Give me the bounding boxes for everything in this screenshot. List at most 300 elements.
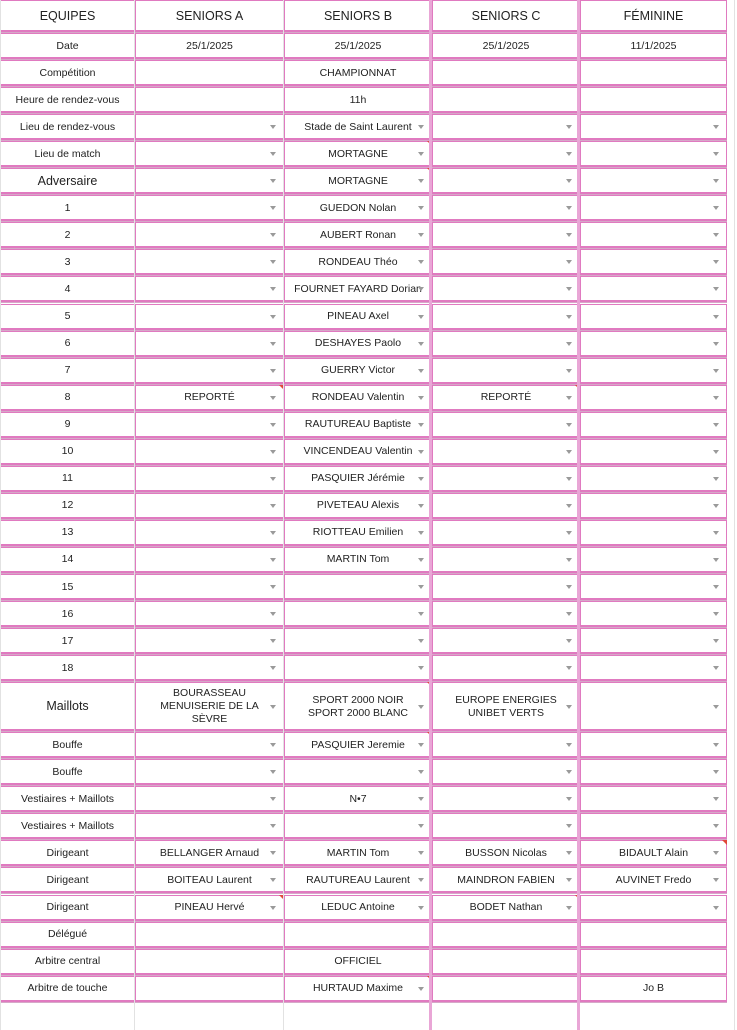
- dropdown-arrow-icon[interactable]: [713, 396, 719, 400]
- table-cell[interactable]: [135, 840, 284, 867]
- table-cell[interactable]: [135, 922, 284, 949]
- table-cell[interactable]: [432, 574, 580, 601]
- dropdown-arrow-icon[interactable]: [566, 878, 572, 882]
- table-cell[interactable]: [432, 976, 580, 1003]
- dropdown-arrow-icon[interactable]: [418, 206, 424, 210]
- row-label[interactable]: [0, 141, 135, 168]
- row-label[interactable]: [0, 682, 135, 732]
- table-cell[interactable]: [284, 466, 432, 493]
- table-cell[interactable]: [135, 60, 284, 87]
- header-team-2[interactable]: [284, 0, 432, 33]
- dropdown-arrow-icon[interactable]: [270, 906, 276, 910]
- table-cell[interactable]: [135, 114, 284, 141]
- dropdown-arrow-icon[interactable]: [713, 152, 719, 156]
- table-cell[interactable]: [432, 601, 580, 628]
- table-cell[interactable]: [432, 412, 580, 439]
- dropdown-arrow-icon[interactable]: [713, 342, 719, 346]
- table-cell[interactable]: [284, 867, 432, 894]
- dropdown-arrow-icon[interactable]: [566, 125, 572, 129]
- dropdown-arrow-icon[interactable]: [566, 797, 572, 801]
- dropdown-arrow-icon[interactable]: [270, 260, 276, 264]
- dropdown-arrow-icon[interactable]: [418, 531, 424, 535]
- table-cell[interactable]: [135, 867, 284, 894]
- dropdown-arrow-icon[interactable]: [418, 666, 424, 670]
- dropdown-arrow-icon[interactable]: [418, 585, 424, 589]
- table-cell[interactable]: [284, 655, 432, 682]
- dropdown-arrow-icon[interactable]: [418, 906, 424, 910]
- table-cell[interactable]: [580, 840, 727, 867]
- dropdown-arrow-icon[interactable]: [270, 423, 276, 427]
- dropdown-arrow-icon[interactable]: [270, 396, 276, 400]
- dropdown-arrow-icon[interactable]: [418, 396, 424, 400]
- table-cell[interactable]: [580, 601, 727, 628]
- dropdown-arrow-icon[interactable]: [713, 450, 719, 454]
- dropdown-arrow-icon[interactable]: [418, 770, 424, 774]
- dropdown-arrow-icon[interactable]: [566, 504, 572, 508]
- dropdown-arrow-icon[interactable]: [713, 612, 719, 616]
- dropdown-arrow-icon[interactable]: [713, 477, 719, 481]
- table-cell[interactable]: [580, 949, 727, 976]
- dropdown-arrow-icon[interactable]: [566, 369, 572, 373]
- dropdown-arrow-icon[interactable]: [270, 878, 276, 882]
- dropdown-arrow-icon[interactable]: [418, 369, 424, 373]
- table-cell[interactable]: [432, 195, 580, 222]
- table-cell[interactable]: [284, 412, 432, 439]
- dropdown-arrow-icon[interactable]: [566, 585, 572, 589]
- dropdown-arrow-icon[interactable]: [418, 851, 424, 855]
- table-cell[interactable]: [580, 493, 727, 520]
- table-cell[interactable]: [284, 87, 432, 114]
- table-cell[interactable]: [135, 601, 284, 628]
- dropdown-arrow-icon[interactable]: [270, 824, 276, 828]
- table-cell[interactable]: [135, 222, 284, 249]
- dropdown-arrow-icon[interactable]: [270, 369, 276, 373]
- row-label[interactable]: [0, 276, 135, 303]
- table-cell[interactable]: [432, 493, 580, 520]
- table-cell[interactable]: [135, 759, 284, 786]
- table-cell[interactable]: [284, 195, 432, 222]
- table-cell[interactable]: [432, 385, 580, 412]
- table-cell[interactable]: [284, 304, 432, 331]
- table-cell[interactable]: [432, 87, 580, 114]
- dropdown-arrow-icon[interactable]: [566, 450, 572, 454]
- table-cell[interactable]: [135, 276, 284, 303]
- table-cell[interactable]: [135, 33, 284, 60]
- row-label[interactable]: [0, 601, 135, 628]
- table-cell[interactable]: [580, 385, 727, 412]
- dropdown-arrow-icon[interactable]: [566, 287, 572, 291]
- dropdown-arrow-icon[interactable]: [566, 639, 572, 643]
- table-cell[interactable]: [135, 574, 284, 601]
- dropdown-arrow-icon[interactable]: [270, 152, 276, 156]
- table-cell[interactable]: [135, 493, 284, 520]
- row-label[interactable]: [0, 87, 135, 114]
- row-label[interactable]: [0, 976, 135, 1003]
- header-team-3[interactable]: [432, 0, 580, 33]
- dropdown-arrow-icon[interactable]: [270, 233, 276, 237]
- table-cell[interactable]: [580, 732, 727, 759]
- dropdown-arrow-icon[interactable]: [566, 906, 572, 910]
- table-cell[interactable]: [432, 628, 580, 655]
- row-label[interactable]: [0, 520, 135, 547]
- table-cell[interactable]: [580, 520, 727, 547]
- dropdown-arrow-icon[interactable]: [713, 260, 719, 264]
- table-cell[interactable]: [284, 813, 432, 840]
- row-label[interactable]: [0, 412, 135, 439]
- header-team-4[interactable]: [580, 0, 727, 33]
- dropdown-arrow-icon[interactable]: [713, 369, 719, 373]
- dropdown-arrow-icon[interactable]: [566, 206, 572, 210]
- table-cell[interactable]: [284, 439, 432, 466]
- table-cell[interactable]: [284, 249, 432, 276]
- row-label[interactable]: [0, 574, 135, 601]
- dropdown-arrow-icon[interactable]: [270, 531, 276, 535]
- row-label[interactable]: [0, 168, 135, 195]
- table-cell[interactable]: [580, 655, 727, 682]
- table-cell[interactable]: [135, 547, 284, 574]
- table-cell[interactable]: [580, 813, 727, 840]
- table-cell[interactable]: [580, 276, 727, 303]
- dropdown-arrow-icon[interactable]: [713, 287, 719, 291]
- table-cell[interactable]: [284, 682, 432, 732]
- dropdown-arrow-icon[interactable]: [418, 287, 424, 291]
- dropdown-arrow-icon[interactable]: [418, 477, 424, 481]
- dropdown-arrow-icon[interactable]: [713, 125, 719, 129]
- table-cell[interactable]: [284, 33, 432, 60]
- table-cell[interactable]: [135, 439, 284, 466]
- table-cell[interactable]: [284, 732, 432, 759]
- dropdown-arrow-icon[interactable]: [270, 206, 276, 210]
- row-label[interactable]: [0, 249, 135, 276]
- dropdown-arrow-icon[interactable]: [418, 743, 424, 747]
- table-cell[interactable]: [284, 385, 432, 412]
- dropdown-arrow-icon[interactable]: [566, 260, 572, 264]
- table-cell[interactable]: [284, 276, 432, 303]
- table-cell[interactable]: [432, 786, 580, 813]
- dropdown-arrow-icon[interactable]: [566, 477, 572, 481]
- row-label[interactable]: [0, 786, 135, 813]
- row-label[interactable]: [0, 466, 135, 493]
- table-cell[interactable]: [432, 867, 580, 894]
- table-cell[interactable]: [284, 949, 432, 976]
- dropdown-arrow-icon[interactable]: [566, 315, 572, 319]
- dropdown-arrow-icon[interactable]: [418, 878, 424, 882]
- dropdown-arrow-icon[interactable]: [713, 585, 719, 589]
- dropdown-arrow-icon[interactable]: [566, 851, 572, 855]
- dropdown-arrow-icon[interactable]: [418, 705, 424, 709]
- table-cell[interactable]: [432, 33, 580, 60]
- row-label[interactable]: [0, 33, 135, 60]
- table-cell[interactable]: [432, 114, 580, 141]
- table-cell[interactable]: [135, 141, 284, 168]
- row-label[interactable]: [0, 732, 135, 759]
- dropdown-arrow-icon[interactable]: [566, 743, 572, 747]
- table-cell[interactable]: [284, 358, 432, 385]
- dropdown-arrow-icon[interactable]: [713, 504, 719, 508]
- dropdown-arrow-icon[interactable]: [713, 423, 719, 427]
- table-cell[interactable]: [432, 759, 580, 786]
- table-cell[interactable]: [135, 682, 284, 732]
- table-cell[interactable]: [284, 895, 432, 922]
- row-label[interactable]: [0, 195, 135, 222]
- table-cell[interactable]: [432, 655, 580, 682]
- table-cell[interactable]: [135, 520, 284, 547]
- table-cell[interactable]: [135, 949, 284, 976]
- row-label[interactable]: [0, 60, 135, 87]
- dropdown-arrow-icon[interactable]: [713, 666, 719, 670]
- dropdown-arrow-icon[interactable]: [713, 179, 719, 183]
- table-cell[interactable]: [135, 168, 284, 195]
- table-cell[interactable]: [432, 331, 580, 358]
- table-cell[interactable]: [580, 682, 727, 732]
- dropdown-arrow-icon[interactable]: [418, 423, 424, 427]
- table-cell[interactable]: [580, 60, 727, 87]
- table-cell[interactable]: [135, 358, 284, 385]
- dropdown-arrow-icon[interactable]: [713, 743, 719, 747]
- table-cell[interactable]: [284, 168, 432, 195]
- dropdown-arrow-icon[interactable]: [270, 705, 276, 709]
- dropdown-arrow-icon[interactable]: [566, 824, 572, 828]
- dropdown-arrow-icon[interactable]: [418, 612, 424, 616]
- table-cell[interactable]: [432, 547, 580, 574]
- row-label[interactable]: [0, 385, 135, 412]
- dropdown-arrow-icon[interactable]: [270, 504, 276, 508]
- dropdown-arrow-icon[interactable]: [418, 797, 424, 801]
- dropdown-arrow-icon[interactable]: [713, 233, 719, 237]
- dropdown-arrow-icon[interactable]: [418, 504, 424, 508]
- table-cell[interactable]: [432, 813, 580, 840]
- table-cell[interactable]: [284, 222, 432, 249]
- dropdown-arrow-icon[interactable]: [270, 450, 276, 454]
- dropdown-arrow-icon[interactable]: [713, 639, 719, 643]
- dropdown-arrow-icon[interactable]: [713, 906, 719, 910]
- row-label[interactable]: [0, 331, 135, 358]
- table-cell[interactable]: [284, 628, 432, 655]
- header-team-1[interactable]: [135, 0, 284, 33]
- dropdown-arrow-icon[interactable]: [270, 612, 276, 616]
- dropdown-arrow-icon[interactable]: [566, 666, 572, 670]
- table-cell[interactable]: [135, 195, 284, 222]
- table-cell[interactable]: [135, 628, 284, 655]
- table-cell[interactable]: [284, 520, 432, 547]
- row-label[interactable]: [0, 222, 135, 249]
- table-cell[interactable]: [432, 304, 580, 331]
- table-cell[interactable]: [284, 141, 432, 168]
- table-cell[interactable]: [432, 439, 580, 466]
- table-cell[interactable]: [580, 574, 727, 601]
- table-cell[interactable]: [432, 276, 580, 303]
- dropdown-arrow-icon[interactable]: [418, 315, 424, 319]
- row-label[interactable]: [0, 493, 135, 520]
- table-cell[interactable]: [432, 168, 580, 195]
- row-label[interactable]: [0, 547, 135, 574]
- table-cell[interactable]: [580, 33, 727, 60]
- table-cell[interactable]: [135, 249, 284, 276]
- table-cell[interactable]: [135, 412, 284, 439]
- row-label[interactable]: [0, 655, 135, 682]
- table-cell[interactable]: [580, 867, 727, 894]
- dropdown-arrow-icon[interactable]: [566, 179, 572, 183]
- table-cell[interactable]: [135, 304, 284, 331]
- table-cell[interactable]: [432, 222, 580, 249]
- dropdown-arrow-icon[interactable]: [418, 260, 424, 264]
- dropdown-arrow-icon[interactable]: [418, 824, 424, 828]
- dropdown-arrow-icon[interactable]: [713, 558, 719, 562]
- dropdown-arrow-icon[interactable]: [566, 233, 572, 237]
- table-cell[interactable]: [284, 976, 432, 1003]
- table-cell[interactable]: [135, 895, 284, 922]
- table-cell[interactable]: [135, 813, 284, 840]
- dropdown-arrow-icon[interactable]: [270, 743, 276, 747]
- table-cell[interactable]: [580, 168, 727, 195]
- dropdown-arrow-icon[interactable]: [566, 342, 572, 346]
- dropdown-arrow-icon[interactable]: [270, 585, 276, 589]
- table-cell[interactable]: [580, 249, 727, 276]
- dropdown-arrow-icon[interactable]: [270, 287, 276, 291]
- table-cell[interactable]: [432, 249, 580, 276]
- table-cell[interactable]: [135, 786, 284, 813]
- dropdown-arrow-icon[interactable]: [270, 797, 276, 801]
- row-label[interactable]: [0, 949, 135, 976]
- table-cell[interactable]: [432, 141, 580, 168]
- dropdown-arrow-icon[interactable]: [418, 342, 424, 346]
- table-cell[interactable]: [580, 222, 727, 249]
- table-cell[interactable]: [580, 331, 727, 358]
- dropdown-arrow-icon[interactable]: [713, 797, 719, 801]
- table-cell[interactable]: [580, 786, 727, 813]
- table-cell[interactable]: [432, 922, 580, 949]
- dropdown-arrow-icon[interactable]: [270, 770, 276, 774]
- row-label[interactable]: [0, 759, 135, 786]
- table-cell[interactable]: [135, 331, 284, 358]
- header-equipes[interactable]: [0, 0, 135, 33]
- table-cell[interactable]: [135, 732, 284, 759]
- table-cell[interactable]: [580, 87, 727, 114]
- table-cell[interactable]: [580, 304, 727, 331]
- dropdown-arrow-icon[interactable]: [713, 705, 719, 709]
- table-cell[interactable]: [284, 601, 432, 628]
- dropdown-arrow-icon[interactable]: [270, 342, 276, 346]
- table-cell[interactable]: [580, 628, 727, 655]
- dropdown-arrow-icon[interactable]: [566, 705, 572, 709]
- dropdown-arrow-icon[interactable]: [270, 558, 276, 562]
- dropdown-arrow-icon[interactable]: [418, 233, 424, 237]
- table-cell[interactable]: [284, 759, 432, 786]
- dropdown-arrow-icon[interactable]: [418, 987, 424, 991]
- dropdown-arrow-icon[interactable]: [418, 152, 424, 156]
- dropdown-arrow-icon[interactable]: [270, 179, 276, 183]
- dropdown-arrow-icon[interactable]: [270, 851, 276, 855]
- table-cell[interactable]: [284, 547, 432, 574]
- table-cell[interactable]: [580, 895, 727, 922]
- dropdown-arrow-icon[interactable]: [270, 315, 276, 319]
- dropdown-arrow-icon[interactable]: [566, 612, 572, 616]
- table-cell[interactable]: [284, 493, 432, 520]
- table-cell[interactable]: [432, 895, 580, 922]
- dropdown-arrow-icon[interactable]: [713, 824, 719, 828]
- table-cell[interactable]: [580, 466, 727, 493]
- table-cell[interactable]: [432, 60, 580, 87]
- dropdown-arrow-icon[interactable]: [418, 125, 424, 129]
- table-cell[interactable]: [432, 732, 580, 759]
- table-cell[interactable]: [284, 331, 432, 358]
- dropdown-arrow-icon[interactable]: [418, 558, 424, 562]
- table-cell[interactable]: [432, 358, 580, 385]
- table-cell-value: PINEAU Hervé: [174, 901, 245, 914]
- row-label[interactable]: [0, 867, 135, 894]
- dropdown-arrow-icon[interactable]: [270, 639, 276, 643]
- row-label[interactable]: [0, 304, 135, 331]
- dropdown-arrow-icon[interactable]: [713, 315, 719, 319]
- dropdown-arrow-icon[interactable]: [566, 152, 572, 156]
- table-cell[interactable]: [580, 759, 727, 786]
- table-cell[interactable]: [580, 922, 727, 949]
- dropdown-arrow-icon[interactable]: [566, 531, 572, 535]
- table-cell[interactable]: [580, 547, 727, 574]
- dropdown-arrow-icon[interactable]: [713, 206, 719, 210]
- dropdown-arrow-icon[interactable]: [418, 179, 424, 183]
- dropdown-arrow-icon[interactable]: [418, 639, 424, 643]
- table-cell[interactable]: [432, 682, 580, 732]
- table-cell[interactable]: [284, 922, 432, 949]
- dropdown-arrow-icon[interactable]: [566, 423, 572, 427]
- table-cell[interactable]: [284, 60, 432, 87]
- table-cell[interactable]: [135, 466, 284, 493]
- comment-marker-icon[interactable]: [722, 840, 727, 845]
- row-label[interactable]: [0, 922, 135, 949]
- table-cell[interactable]: [580, 439, 727, 466]
- table-cell[interactable]: [432, 466, 580, 493]
- table-cell[interactable]: [432, 949, 580, 976]
- row-label[interactable]: [0, 895, 135, 922]
- table-cell[interactable]: [580, 141, 727, 168]
- table-cell[interactable]: [135, 976, 284, 1003]
- dropdown-arrow-icon[interactable]: [270, 666, 276, 670]
- table-cell[interactable]: [432, 520, 580, 547]
- dropdown-arrow-icon[interactable]: [418, 450, 424, 454]
- dropdown-arrow-icon[interactable]: [566, 770, 572, 774]
- table-cell[interactable]: [135, 655, 284, 682]
- table-cell[interactable]: [580, 976, 727, 1003]
- table-cell[interactable]: [580, 358, 727, 385]
- dropdown-arrow-icon[interactable]: [270, 477, 276, 481]
- table-cell[interactable]: [432, 840, 580, 867]
- row-label[interactable]: [0, 840, 135, 867]
- row-label[interactable]: [0, 439, 135, 466]
- table-cell[interactable]: [580, 412, 727, 439]
- dropdown-arrow-icon[interactable]: [713, 531, 719, 535]
- dropdown-arrow-icon[interactable]: [713, 770, 719, 774]
- row-label-value: Dirigeant: [46, 846, 89, 859]
- table-cell[interactable]: [284, 786, 432, 813]
- row-label[interactable]: [0, 628, 135, 655]
- table-cell[interactable]: [284, 840, 432, 867]
- dropdown-arrow-icon[interactable]: [270, 125, 276, 129]
- table-cell[interactable]: [135, 87, 284, 114]
- table-cell[interactable]: [284, 574, 432, 601]
- table-cell[interactable]: [580, 195, 727, 222]
- row-label[interactable]: [0, 813, 135, 840]
- row-label[interactable]: [0, 358, 135, 385]
- table-cell[interactable]: [135, 385, 284, 412]
- dropdown-arrow-icon[interactable]: [713, 878, 719, 882]
- dropdown-arrow-icon[interactable]: [566, 558, 572, 562]
- dropdown-arrow-icon[interactable]: [566, 396, 572, 400]
- dropdown-arrow-icon[interactable]: [713, 851, 719, 855]
- table-cell[interactable]: [580, 114, 727, 141]
- table-cell[interactable]: [284, 114, 432, 141]
- row-label[interactable]: [0, 114, 135, 141]
